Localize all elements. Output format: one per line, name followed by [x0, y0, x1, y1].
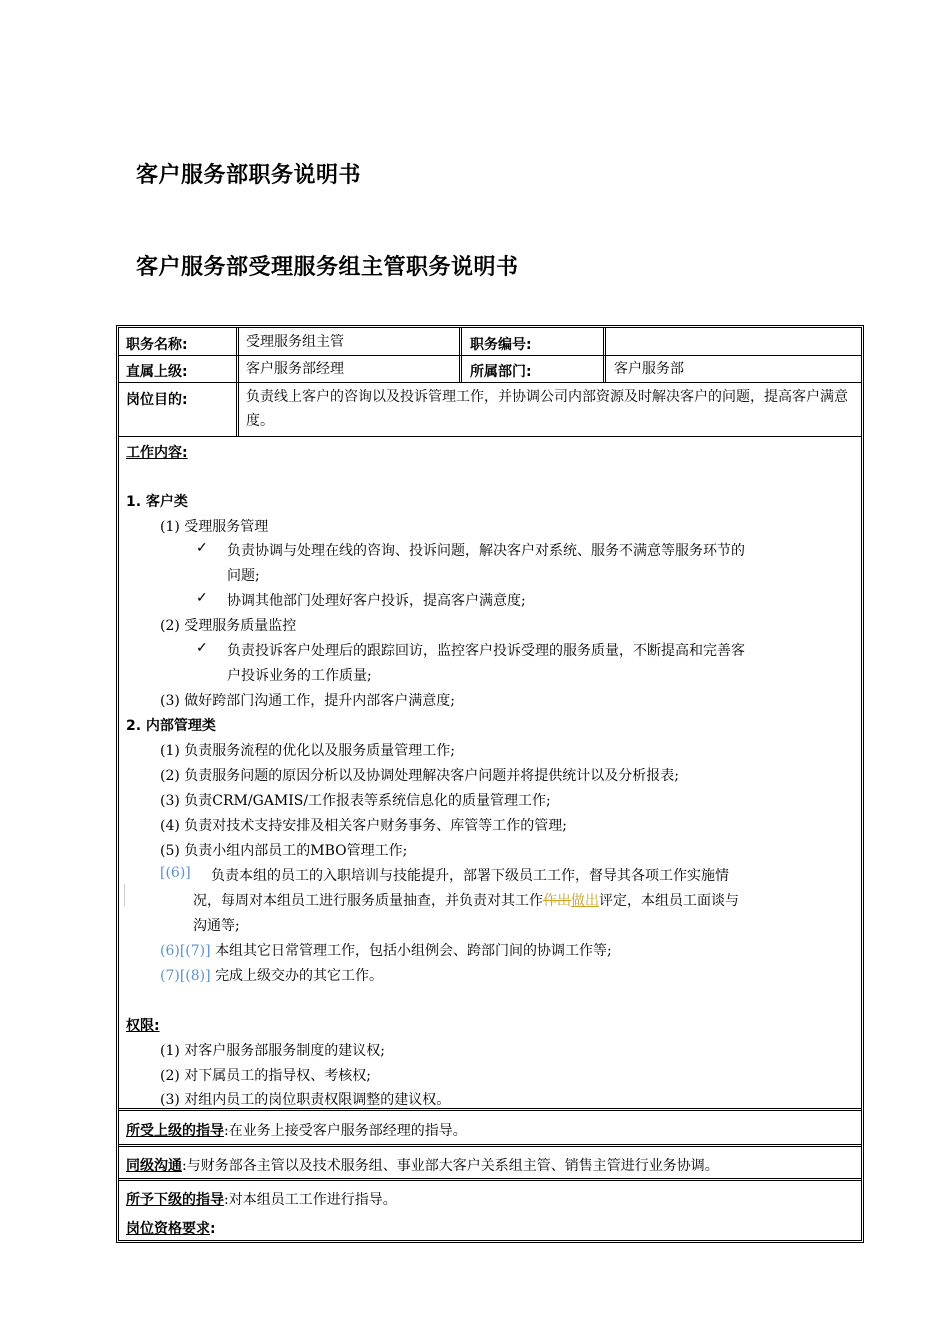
purpose-value: 负责线上客户的咨询以及投诉管理工作，并协调公司内部资源及时解决客户的问题，提高客户满意度。: [246, 389, 848, 429]
revision-number: (6): [160, 943, 180, 959]
job-name-label: 职务名称:: [126, 337, 188, 353]
list-item: [193, 890, 739, 910]
qualification-row: [126, 1218, 216, 1238]
row-divider: [119, 1144, 861, 1145]
list-item: 问题;: [227, 568, 260, 584]
column-divider: [236, 328, 237, 436]
column-divider: [238, 328, 239, 436]
work-content-heading: 工作内容:: [126, 445, 188, 461]
list-item: (3) 做好跨部门沟通工作，提升内部客户满意度;: [160, 693, 455, 709]
list-item: (2) 对下属员工的指导权、考核权;: [160, 1068, 371, 1084]
list-item: 负责投诉客户处理后的跟踪回访，监控客户投诉受理的服务质量，不断提高和完善客: [227, 643, 745, 659]
job-name-value: 受理服务组主管: [246, 334, 344, 350]
column-divider: [461, 328, 462, 382]
list-item: [160, 965, 383, 985]
peer-communication-row: [126, 1155, 719, 1175]
subordinate-guidance-text: :对本组员工工作进行指导。: [224, 1192, 397, 1208]
peer-communication-label: 同级沟通: [126, 1158, 182, 1174]
revision-number: [(8)]: [179, 968, 211, 984]
checkmark-icon: ✓: [196, 590, 208, 606]
row-divider: [119, 382, 861, 383]
section-internal-title: 2. 内部管理类: [126, 718, 216, 734]
job-code-label: 职务编号:: [470, 337, 532, 353]
row-divider: [119, 436, 861, 437]
list-item: (4) 负责对技术支持安排及相关客户财务事务、库管等工作的管理;: [160, 818, 567, 834]
qualification-text: :: [210, 1221, 216, 1237]
document-subtitle: 客户服务部受理服务组主管职务说明书: [136, 255, 519, 280]
document-title: 客户服务部职务说明书: [136, 163, 362, 188]
row-divider: [119, 1146, 861, 1147]
checkmark-icon: ✓: [196, 640, 208, 656]
list-item: (1) 负责服务流程的优化以及服务质量管理工作;: [160, 743, 455, 759]
qualification-label: 岗位资格要求: [126, 1221, 210, 1237]
superior-label: 直属上级:: [126, 364, 188, 380]
checkmark-icon: ✓: [196, 540, 208, 556]
superior-guidance-label: 所受上级的指导: [126, 1123, 224, 1139]
list-item: 负责本组的员工的入职培训与技能提升，部署下级员工工作，督导其各项工作实施情: [211, 868, 729, 884]
deleted-text: 作出: [543, 893, 571, 909]
list-item: 沟通等;: [193, 918, 240, 934]
list-item-text: 本组其它日常管理工作，包括小组例会、跨部门间的协调工作等;: [215, 943, 612, 959]
list-item: (2) 受理服务质量监控: [160, 618, 297, 634]
superior-guidance-row: [126, 1120, 467, 1140]
list-item: (3) 负责CRM/GAMIS/工作报表等系统信息化的质量管理工作;: [160, 793, 551, 809]
subordinate-guidance-row: [126, 1189, 397, 1209]
dept-value: 客户服务部: [614, 361, 684, 377]
list-item-text: 评定，本组员工面谈与: [599, 893, 739, 909]
revision-number: [(7)]: [179, 943, 211, 959]
list-item-text: 完成上级交办的其它工作。: [215, 968, 384, 984]
superior-value: 客户服务部经理: [246, 361, 344, 377]
purpose-label: 岗位目的:: [126, 392, 188, 408]
revision-number: [(6)]: [160, 865, 191, 881]
row-divider: [119, 1110, 861, 1111]
column-divider: [459, 328, 460, 382]
revision-number: (7): [160, 968, 180, 984]
list-item: (5) 负责小组内部员工的MBO管理工作;: [160, 843, 408, 859]
list-item: [160, 940, 612, 960]
row-divider: [119, 355, 861, 356]
list-item: (2) 负责服务问题的原因分析以及协调处理解决客户问题并将提供统计以及分析报表;: [160, 768, 679, 784]
list-item: (1) 受理服务管理: [160, 519, 269, 535]
column-divider: [605, 328, 606, 382]
change-bar: [124, 884, 125, 906]
superior-guidance-text: :在业务上接受客户服务部经理的指导。: [224, 1123, 467, 1139]
peer-communication-text: :与财务部各主管以及技术服务组、事业部大客户关系组主管、销售主管进行业务协调。: [182, 1158, 719, 1174]
column-divider: [603, 328, 604, 382]
list-item: 户投诉业务的工作质量;: [227, 668, 372, 684]
authority-heading: 权限:: [126, 1018, 160, 1034]
list-item: (3) 对组内员工的岗位职责权限调整的建议权。: [160, 1092, 451, 1108]
section-customer-title: 1. 客户类: [126, 494, 188, 510]
row-divider: [119, 1180, 861, 1181]
subordinate-guidance-label: 所予下级的指导: [126, 1192, 224, 1208]
row-divider: [119, 1178, 861, 1179]
dept-label: 所属部门:: [470, 364, 532, 380]
list-item: (1) 对客户服务部服务制度的建议权;: [160, 1043, 385, 1059]
list-item-text: 况，每周对本组员工进行服务质量抽查，并负责对其工作: [193, 893, 543, 909]
inserted-text: 做出: [571, 893, 599, 909]
list-item: 协调其他部门处理好客户投诉，提高客户满意度;: [227, 593, 526, 609]
list-item: 负责协调与处理在线的咨询、投诉问题，解决客户对系统、服务不满意等服务环节的: [227, 543, 745, 559]
